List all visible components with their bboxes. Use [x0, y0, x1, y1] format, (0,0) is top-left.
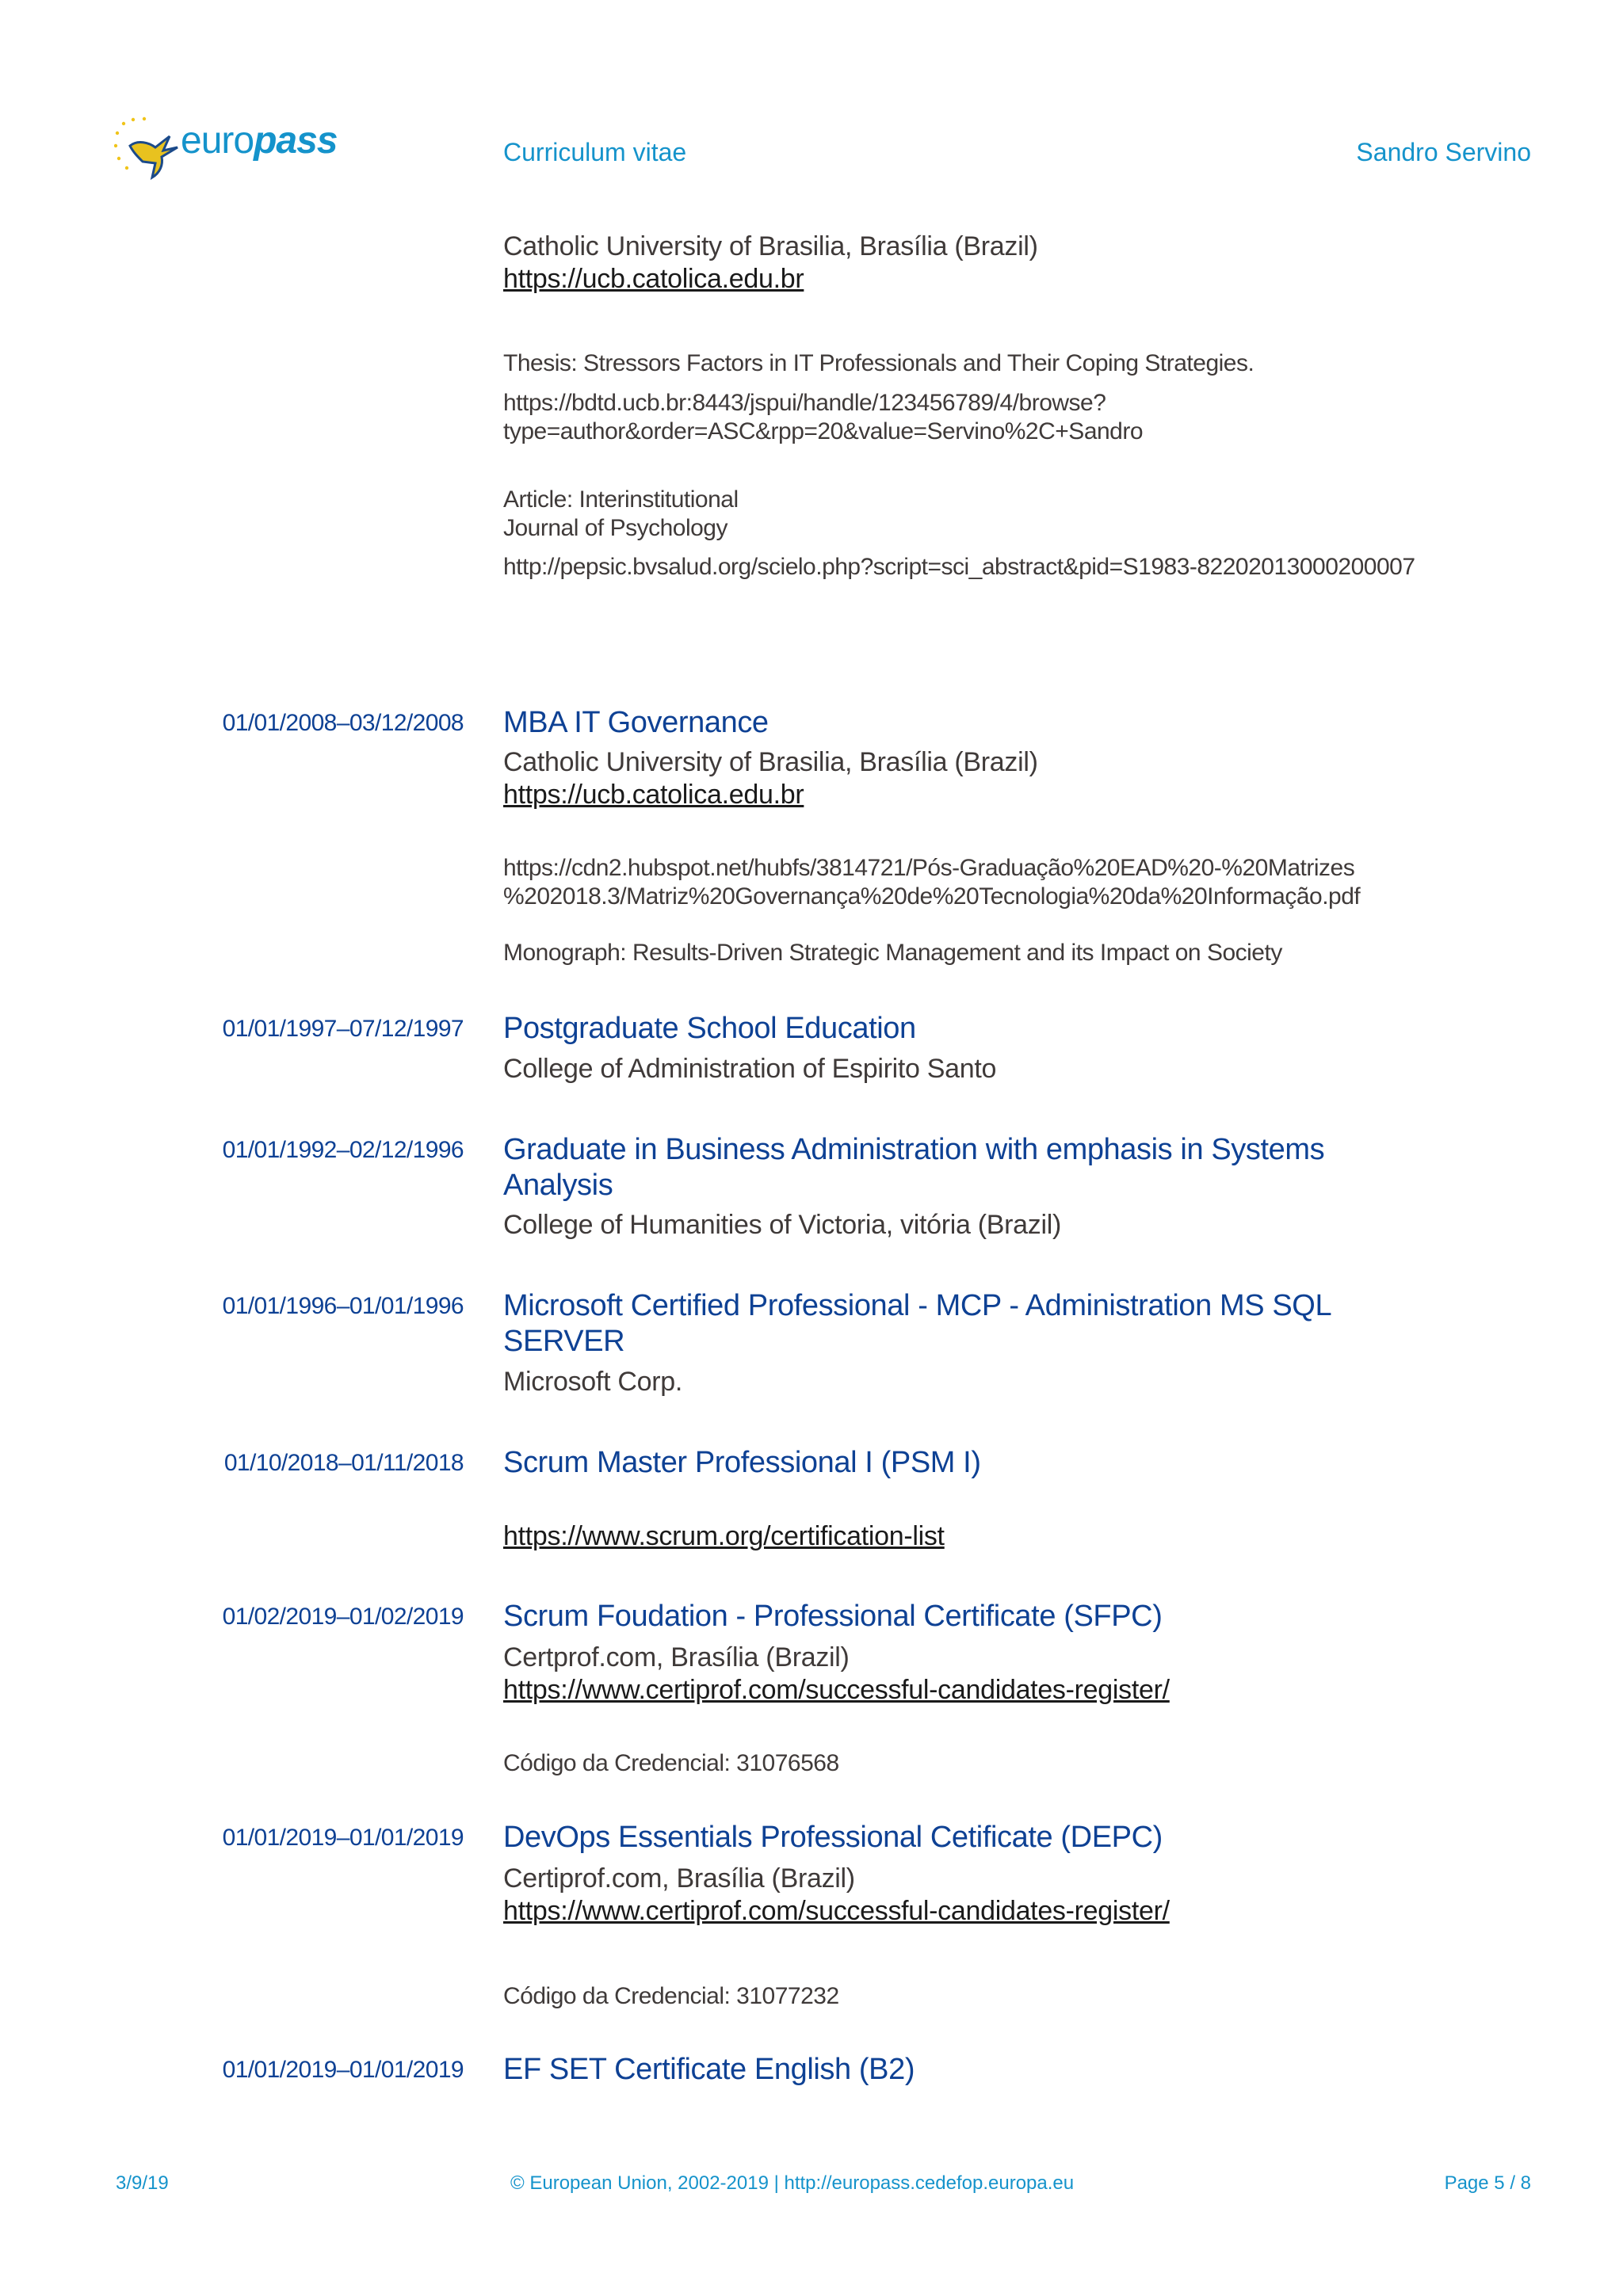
- entry-link[interactable]: https://www.certiprof.com/successful-candidates-register/: [503, 1675, 1170, 1705]
- entry-date: 01/01/2008–03/12/2008: [222, 710, 464, 736]
- thesis-url-line1: https://bdtd.ucb.br:8443/jspui/handle/123456789/4/browse?: [503, 390, 1106, 416]
- entry-title-line1: Graduate in Business Administration with emphasis in Systems: [503, 1133, 1325, 1166]
- entry-title: DevOps Essentials Professional Cetificate (DEPC): [503, 1821, 1163, 1854]
- europass-logo-icon: [114, 116, 185, 182]
- entry-org: College of Humanities of Victoria, vitória (Brazil): [503, 1210, 1062, 1240]
- entry-title-line2: SERVER: [503, 1325, 625, 1358]
- entry-note: Código da Credencial: 31076568: [503, 1750, 839, 1776]
- entry-link[interactable]: https://www.scrum.org/certification-list: [503, 1521, 945, 1551]
- entry-date: 01/01/1992–02/12/1996: [222, 1137, 464, 1163]
- entry-url-line1: https://cdn2.hubspot.net/hubfs/3814721/Pós-Graduação%20EAD%20-%20Matrizes: [503, 855, 1355, 881]
- entry-org: Catholic University of Brasilia, Brasília (Brazil): [503, 747, 1038, 777]
- entry-note: Monograph: Results-Driven Strategic Management and its Impact on Society: [503, 940, 1282, 966]
- entry-date: 01/01/2019–01/01/2019: [222, 1825, 464, 1851]
- candidate-name: Sandro Servino: [1356, 138, 1531, 166]
- entry-link[interactable]: https://www.certiprof.com/successful-candidates-register/: [503, 1896, 1170, 1926]
- thesis-text: Thesis: Stressors Factors in IT Professionals and Their Coping Strategies.: [503, 350, 1254, 376]
- entry-title: EF SET Certificate English (B2): [503, 2053, 915, 2086]
- entry-title-line1: Microsoft Certified Professional - MCP - Administration MS SQL: [503, 1289, 1332, 1322]
- entry-org: College of Administration of Espirito Santo: [503, 1054, 997, 1084]
- thesis-url-line2: type=author&order=ASC&rpp=20&value=Servino%2C+Sandro: [503, 418, 1144, 444]
- entry-title-line2: Analysis: [503, 1169, 613, 1202]
- entry-title: [503, 1132, 1391, 1203]
- entry-org: Microsoft Corp.: [503, 1367, 682, 1397]
- document-title: Curriculum vitae: [503, 138, 687, 166]
- entry-title: MBA IT Governance: [503, 706, 769, 739]
- entry-org: Certprof.com, Brasília (Brazil): [503, 1642, 850, 1672]
- article-line1: Article: Interinstitutional: [503, 486, 739, 513]
- entry-title: Postgraduate School Education: [503, 1012, 916, 1045]
- footer-copyright: © European Union, 2002-2019 | http://europass.cedefop.europa.eu: [510, 2172, 1075, 2194]
- entry-url-line2: %202018.3/Matriz%20Governança%20de%20Tecnologia%20da%20Informação.pdf: [503, 883, 1361, 910]
- europass-wordmark: europass: [181, 120, 338, 162]
- entry-date: 01/10/2018–01/11/2018: [223, 1450, 464, 1476]
- entry-note: Código da Credencial: 31077232: [503, 1983, 839, 2009]
- top-org: Catholic University of Brasilia, Brasília (Brazil): [503, 231, 1038, 261]
- footer-date: 3/9/19: [116, 2172, 169, 2194]
- entry-date: 01/01/1996–01/01/1996: [222, 1293, 464, 1319]
- entry-date: 01/01/1997–07/12/1997: [222, 1016, 464, 1042]
- entry-title: [503, 1288, 1391, 1360]
- entry-date: 01/02/2019–01/02/2019: [222, 1604, 464, 1630]
- entry-title: Scrum Foudation - Professional Certificate (SFPC): [503, 1600, 1163, 1633]
- article-url: http://pepsic.bvsalud.org/scielo.php?script=sci_abstract&pid=S1983-82202013000200007: [503, 554, 1415, 580]
- entry-link[interactable]: https://ucb.catolica.edu.br: [503, 780, 804, 810]
- entry-date: 01/01/2019–01/01/2019: [222, 2057, 464, 2083]
- top-org-link[interactable]: https://ucb.catolica.edu.br: [503, 264, 804, 294]
- article-line2: Journal of Psychology: [503, 515, 727, 541]
- europass-logo: [114, 116, 344, 182]
- entry-title: Scrum Master Professional I (PSM I): [503, 1446, 981, 1479]
- entry-org: Certiprof.com, Brasília (Brazil): [503, 1863, 855, 1894]
- footer-page-number: Page 5 / 8: [1444, 2172, 1531, 2194]
